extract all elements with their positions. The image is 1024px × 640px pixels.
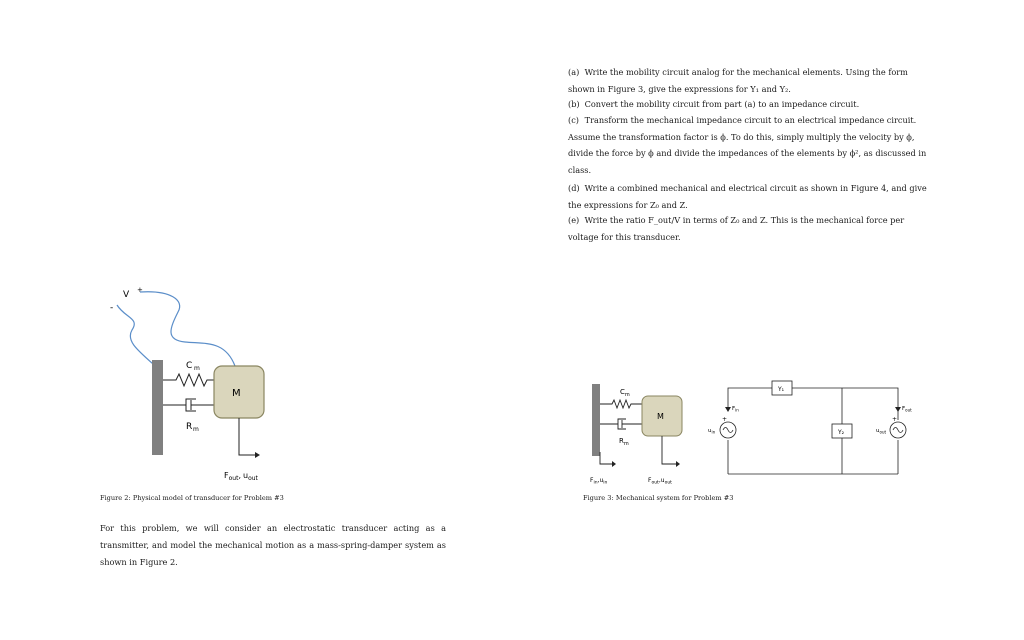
damper-subscript: m xyxy=(193,426,199,433)
input-force-arrow xyxy=(725,407,731,412)
fixed-wall xyxy=(152,360,163,455)
mass-label: M xyxy=(232,388,241,399)
question-label: (d) xyxy=(568,183,580,193)
spring-subscript: m xyxy=(194,365,200,372)
input-arrow-head xyxy=(612,461,616,467)
spring-symbol xyxy=(163,374,215,386)
question-b xyxy=(568,96,928,113)
y2-label: Y₂ xyxy=(838,429,845,436)
output-arrow-head xyxy=(676,461,680,467)
question-label: (c) xyxy=(568,115,579,125)
voltage-minus-sign: - xyxy=(110,303,114,313)
output-force-arrow xyxy=(895,407,901,412)
figure-3-diagram xyxy=(560,370,940,490)
question-label: (e) xyxy=(568,215,580,225)
output-arrow-line xyxy=(662,436,676,464)
question-e xyxy=(568,212,928,245)
y1-label: Y₁ xyxy=(778,386,785,393)
mass-label: M xyxy=(657,412,664,421)
intro-paragraph: For this problem, we will consider an electrostatic transducer acting as a transmitter, and model the mechanical motion as a mass-spring-damper system as shown in Figure 2. xyxy=(100,523,446,567)
circuit-wire-top-right xyxy=(792,388,898,420)
question-text: Write the mobility circuit analog for the mechanical elements. Using the form shown in Figure 3, give the expressions for Y₁ and Y₂. xyxy=(568,67,908,94)
question-text: Write a combined mechanical and electrical circuit as shown in Figure 4, and give the expressions for Z₀ and Z. xyxy=(568,183,927,210)
circuit-uin-label: $u_{in}$ xyxy=(708,428,716,435)
output-arrow-head xyxy=(255,452,260,458)
fixed-wall xyxy=(592,384,600,456)
voltage-wire-top xyxy=(140,292,235,366)
output-plus-sign: + xyxy=(892,416,898,423)
input-arrow-line xyxy=(600,452,612,464)
voltage-plus-sign: + xyxy=(137,286,143,294)
spring-label: $C_m$ xyxy=(620,388,630,398)
spring-label: C xyxy=(186,361,193,371)
input-force-label: $F_{in},u_{in}$ xyxy=(590,477,608,486)
question-text: Write the ratio F_out/V in terms of Z₀ and Z. This is the mechanical force per voltage for this transducer. xyxy=(568,215,905,242)
question-text: Convert the mobility circuit from part (a) to an impedance circuit. xyxy=(584,99,860,109)
question-c xyxy=(568,112,928,178)
input-plus-sign: + xyxy=(722,416,728,423)
spring-symbol xyxy=(600,400,642,408)
figure-2-caption: Figure 2: Physical model of transducer for Problem #3 xyxy=(100,494,284,502)
question-text: Transform the mechanical impedance circuit to an electrical impedance circuit. Assume the transformation factor is ϕ. To do this, simply multiply the velocity by ϕ, divide the force by ϕ and divide the impedances of the elements by ϕ², as discussed in class. xyxy=(568,115,927,175)
question-label: (a) xyxy=(568,67,580,77)
damper-label: $R_m$ xyxy=(619,437,629,447)
question-d xyxy=(568,180,928,213)
force-label: $F_{out}$, $u_{out}$ xyxy=(224,471,258,482)
circuit-fin-label: $F_{in}$ xyxy=(732,406,739,413)
figure-3-caption: Figure 3: Mechanical system for Problem #3 xyxy=(583,494,734,502)
circuit-uout-label: $u_{out}$ xyxy=(876,428,887,435)
question-a xyxy=(568,64,928,97)
circuit-fout-label: $F_{out}$ xyxy=(902,406,912,413)
damper-label: R xyxy=(186,422,193,432)
question-label: (b) xyxy=(568,99,580,109)
output-force-label: $F_{out},u_{out}$ xyxy=(648,477,672,486)
figure-2-diagram xyxy=(0,270,340,500)
output-arrow-line xyxy=(239,418,255,455)
voltage-label: V xyxy=(123,290,130,300)
